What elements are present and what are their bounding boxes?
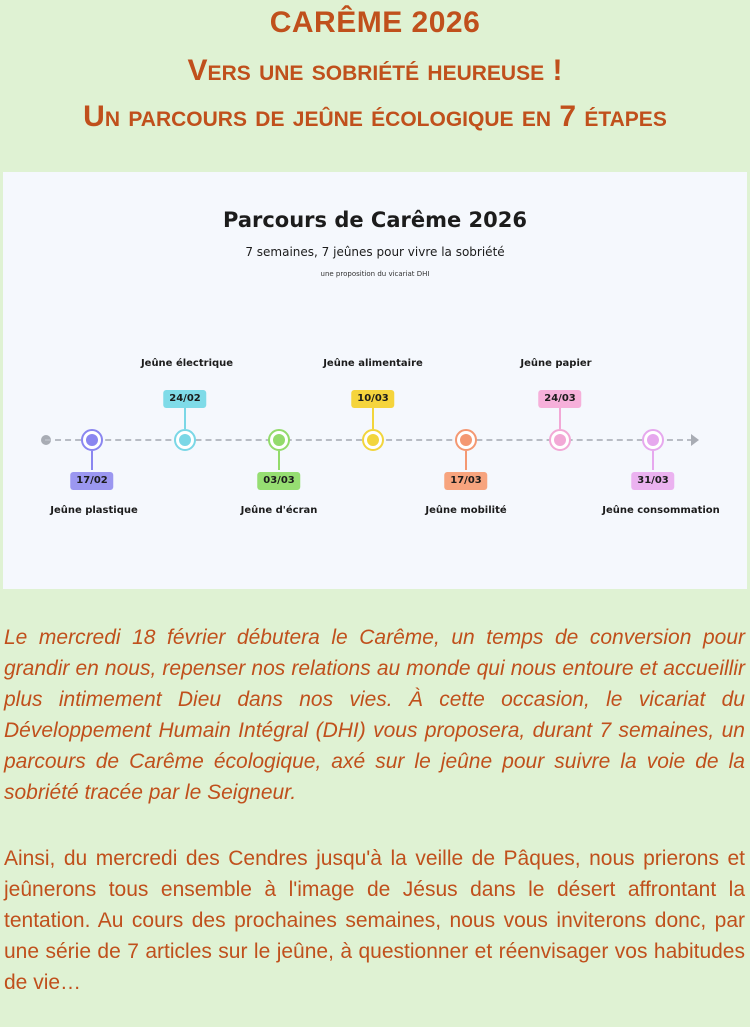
second-paragraph: Ainsi, du mercredi des Cendres jusqu'à la veille de Pâques, nous prierons et jeûnerons tous ensemble à l'image de Jésus dans le désert affrontant la tentation. Au cours des prochaines semaines, nous vous inviterons donc, par une série de 7 articles sur le jeûne, à questionner et réenvisager vos habitudes de vie…	[4, 847, 745, 994]
step-connector	[278, 451, 280, 470]
page-subtitle-2: Un parcours de jeûne écologique en 7 étapes	[83, 100, 667, 133]
step-label: Jeûne papier	[520, 358, 592, 369]
timeline-arrow-icon	[691, 434, 699, 446]
step-label: Jeûne mobilité	[425, 505, 507, 516]
step-date-badge: 24/03	[538, 390, 581, 408]
step-date-badge: 10/03	[351, 390, 394, 408]
step-marker	[174, 429, 196, 451]
step-label: Jeûne alimentaire	[323, 358, 423, 369]
step-connector	[559, 408, 561, 429]
step-marker	[642, 429, 664, 451]
step-date-badge: 24/02	[163, 390, 206, 408]
step-connector	[465, 451, 467, 470]
step-connector	[184, 408, 186, 429]
timeline-infographic	[3, 172, 747, 589]
step-label: Jeûne consommation	[602, 505, 720, 516]
infographic-subtitle: 7 semaines, 7 jeûnes pour vivre la sobriété	[245, 245, 505, 259]
step-connector	[372, 408, 374, 429]
infographic-title: Parcours de Carême 2026	[223, 208, 527, 232]
step-date-badge: 03/03	[257, 472, 300, 490]
step-marker	[455, 429, 477, 451]
page-title: CARÊME 2026	[269, 6, 481, 39]
step-marker	[268, 429, 290, 451]
step-date-badge: 17/03	[444, 472, 487, 490]
step-marker	[362, 429, 384, 451]
step-connector	[91, 451, 93, 470]
step-connector	[652, 451, 654, 470]
page-subtitle: Vers une sobriété heureuse !	[187, 54, 563, 87]
step-label: Jeûne d'écran	[240, 505, 318, 516]
intro-paragraph: Le mercredi 18 février débutera le Carême, un temps de conversion pour grandir en nous, repenser nos relations au monde qui nous entoure et accueillir plus intimement Dieu dans nos vies. À cette occasion, le vicariat du Développement Humain Intégral (DHI) vous proposera, durant 7 semaines, un parcours de Carême écologique, axé sur le jeûne pour suivre la voie de la sobriété tracée par le Seigneur.	[4, 626, 745, 804]
step-label: Jeûne plastique	[50, 505, 138, 516]
step-date-badge: 31/03	[631, 472, 674, 490]
step-date-badge: 17/02	[70, 472, 113, 490]
step-label: Jeûne électrique	[140, 358, 234, 369]
step-marker	[81, 429, 103, 451]
step-marker	[549, 429, 571, 451]
infographic-credit: une proposition du vicariat DHI	[320, 270, 430, 278]
